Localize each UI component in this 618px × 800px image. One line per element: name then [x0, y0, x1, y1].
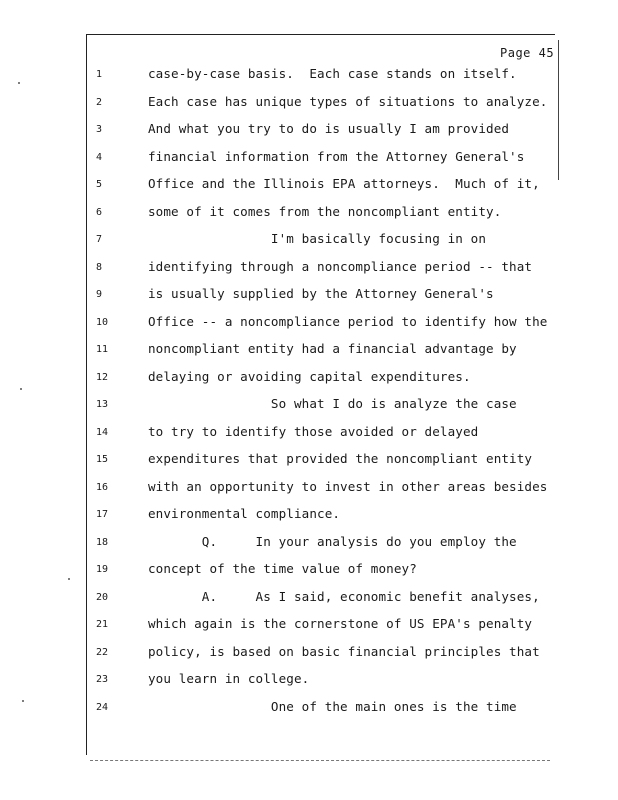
line-number: 16 — [96, 481, 109, 493]
line-number: 10 — [96, 316, 109, 328]
line-text: Q. In your analysis do you employ the — [148, 533, 517, 549]
line-text: concept of the time value of money? — [148, 561, 417, 576]
transcript-line — [0, 314, 618, 334]
line-number: 1 — [96, 69, 103, 80]
line-number: 18 — [96, 536, 109, 548]
transcript-line — [0, 616, 618, 636]
line-text: One of the main ones is the time — [148, 698, 517, 714]
bottom-rule — [90, 760, 550, 761]
line-text: some of it comes from the noncompliant entity. — [148, 203, 502, 219]
line-number: 13 — [96, 399, 109, 410]
line-number: 9 — [96, 289, 103, 300]
line-number: 8 — [96, 261, 103, 273]
transcript-line — [0, 369, 618, 389]
transcript-line — [0, 176, 618, 196]
transcript-line — [0, 534, 618, 554]
line-number: 12 — [96, 371, 109, 383]
line-text: with an opportunity to invest in other areas besides — [148, 478, 548, 494]
line-number: 24 — [96, 701, 109, 713]
transcript-line — [0, 506, 618, 526]
line-number: 7 — [96, 234, 103, 245]
transcript-line — [0, 424, 618, 444]
transcript-line — [0, 66, 618, 86]
line-text: So what I do is analyze the case — [148, 396, 517, 411]
line-number: 4 — [96, 151, 103, 163]
line-text: to try to identify those avoided or delayed — [148, 423, 479, 439]
line-number: 5 — [96, 179, 103, 190]
line-text: environmental compliance. — [148, 506, 341, 521]
transcript-line — [0, 561, 618, 581]
line-number: 19 — [96, 564, 109, 575]
line-number: 21 — [96, 619, 109, 630]
line-text: financial information from the Attorney General's — [148, 148, 525, 164]
line-text: And what you try to do is usually I am provided — [148, 121, 510, 136]
line-text: Office -- a noncompliance period to identify how the — [148, 313, 548, 329]
line-number: 20 — [96, 591, 109, 603]
line-number: 22 — [96, 646, 109, 658]
line-number: 2 — [96, 96, 103, 108]
line-number: 15 — [96, 454, 109, 465]
page-number: Page 45 — [500, 46, 555, 60]
line-text: delaying or avoiding capital expenditures. — [148, 368, 471, 384]
line-text: noncompliant entity had a financial advantage by — [148, 341, 517, 356]
transcript-line — [0, 94, 618, 114]
transcript-line — [0, 149, 618, 169]
line-number: 14 — [96, 426, 109, 438]
line-text: you learn in college. — [148, 671, 310, 686]
transcript-line — [0, 671, 618, 691]
line-number: 11 — [96, 344, 109, 355]
transcript-line — [0, 699, 618, 719]
line-text: I'm basically focusing in on — [148, 231, 487, 246]
line-text: identifying through a noncompliance period -- that — [148, 258, 533, 274]
transcript-line — [0, 121, 618, 141]
transcript-line — [0, 479, 618, 499]
scan-speck — [20, 388, 22, 390]
line-text: is usually supplied by the Attorney General's — [148, 286, 494, 301]
line-text: policy, is based on basic financial principles that — [148, 643, 540, 659]
scan-speck — [68, 578, 70, 580]
transcript-line — [0, 204, 618, 224]
transcript-line — [0, 231, 618, 251]
line-text: case-by-case basis. Each case stands on itself. — [148, 66, 517, 81]
transcript-line — [0, 589, 618, 609]
transcript-line — [0, 286, 618, 306]
line-text: expenditures that provided the noncompliant entity — [148, 451, 533, 466]
transcript-line — [0, 396, 618, 416]
scan-speck — [18, 82, 20, 84]
line-number: 6 — [96, 206, 103, 218]
line-text: which again is the cornerstone of US EPA's penalty — [148, 616, 533, 631]
transcript-line — [0, 259, 618, 279]
transcript-line — [0, 644, 618, 664]
scan-speck — [22, 700, 24, 702]
line-number: 17 — [96, 509, 109, 520]
line-text: Each case has unique types of situations to analyze. — [148, 93, 548, 109]
transcript-line — [0, 341, 618, 361]
transcript-line — [0, 451, 618, 471]
line-text: A. As I said, economic benefit analyses, — [148, 588, 540, 604]
line-number: 3 — [96, 124, 103, 135]
line-text: Office and the Illinois EPA attorneys. Much of it, — [148, 176, 540, 191]
line-number: 23 — [96, 674, 109, 685]
